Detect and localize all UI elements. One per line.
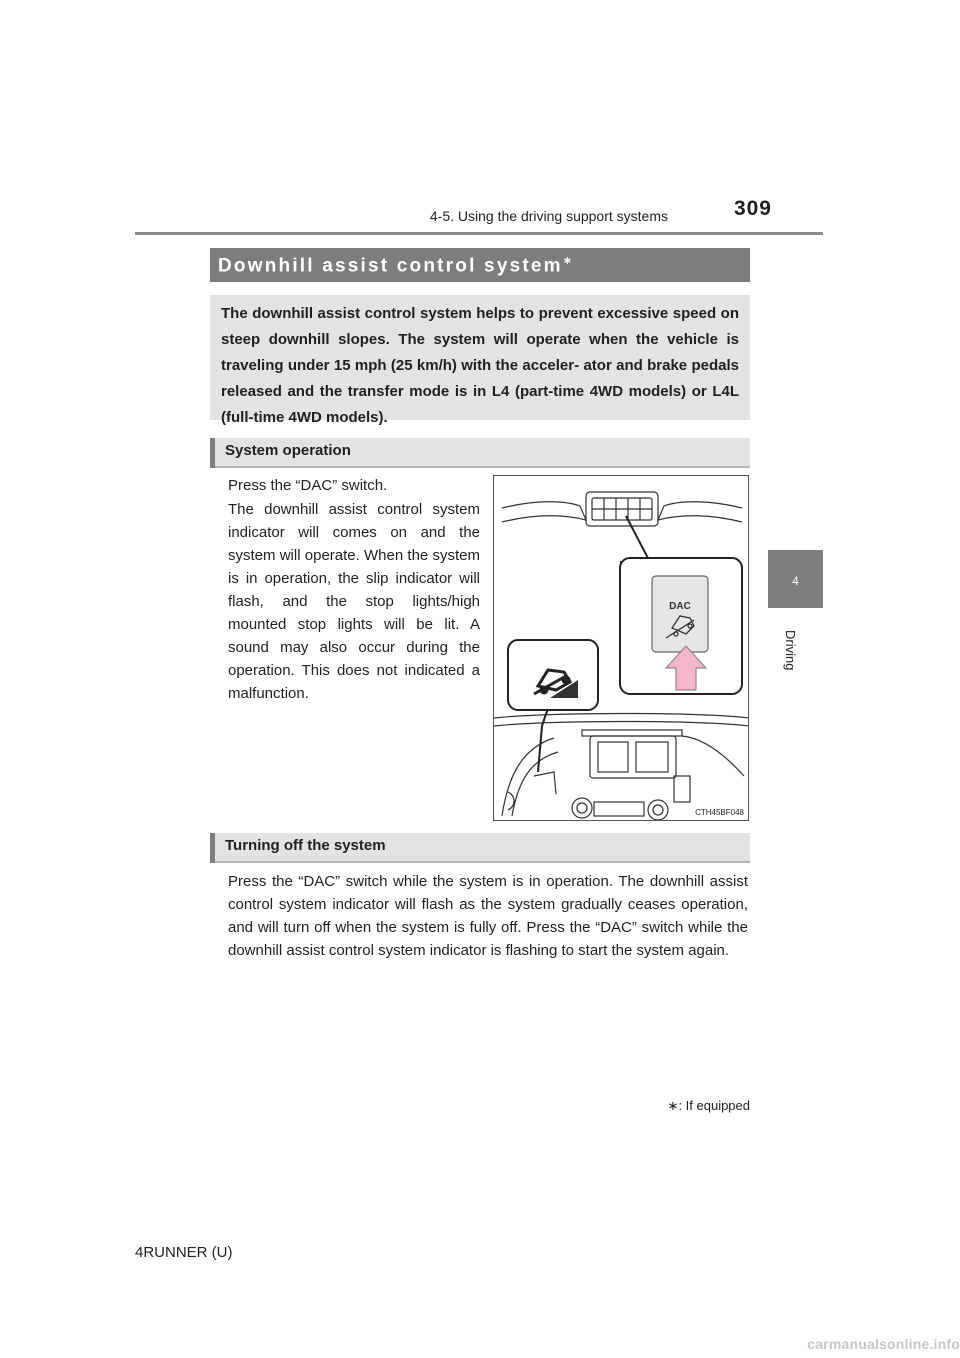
section-title-text: Downhill assist control system	[218, 255, 563, 277]
page-number: 309	[733, 197, 772, 220]
model-name: 4RUNNER (U)	[135, 1244, 233, 1261]
operation-detail: The downhill assist control system indicator will comes on and the system will operate. When the system is in operation, the slip indicator will flash, and the stop lights/high mounted stop lights will be lit. A sound may also occur during the operation. This does not indicated a malfunction.	[228, 501, 480, 702]
section-title	[218, 254, 572, 277]
subheading-turning-off	[210, 833, 750, 863]
subheading-system-operation	[210, 438, 750, 468]
intro-box	[210, 295, 750, 426]
running-header-section: 4-5. Using the driving support systems	[429, 208, 668, 224]
chapter-tab-label-wrapper	[770, 630, 820, 690]
footnote: ∗: If equipped	[667, 1098, 750, 1113]
subheading-accent	[210, 438, 215, 468]
header-rule	[135, 232, 823, 235]
subheading-label: Turning off the system	[225, 837, 386, 854]
dac-switch-illustration	[493, 475, 749, 821]
dac-switch-label: DAC	[669, 601, 691, 612]
dashboard-drawing	[494, 476, 749, 821]
intro-text: The downhill assist control system helps to prevent excessive speed on steep downhill slopes. The system will operate when the vehicle is traveling under 15 mph (25 km/h) with the acceler- ator and brake pedals released and the transfer mode is in L4 (part-time 4WD models) or L4L (full-time 4WD models).	[221, 305, 739, 426]
turning-off-text: Press the “DAC” switch while the system is in operation. The downhill assist control system indicator will flash as the system gradually ceases operation, and will turn off when the system is fully off. Press the “DAC” switch while the downhill assist control system indicator is flashing to start the system again.	[228, 873, 748, 959]
operation-step: Press the “DAC” switch.	[228, 477, 388, 494]
subheading-accent	[210, 833, 215, 863]
chapter-tab-label: Driving	[783, 630, 798, 671]
watermark: carmanualsonline.info	[807, 1336, 960, 1352]
if-equipped-mark: ∗	[562, 255, 572, 267]
subheading-label: System operation	[225, 442, 351, 459]
figure-code: CTH45BF048	[695, 808, 744, 817]
section-title-bar	[210, 248, 750, 282]
chapter-tab-number: 4	[792, 574, 799, 588]
